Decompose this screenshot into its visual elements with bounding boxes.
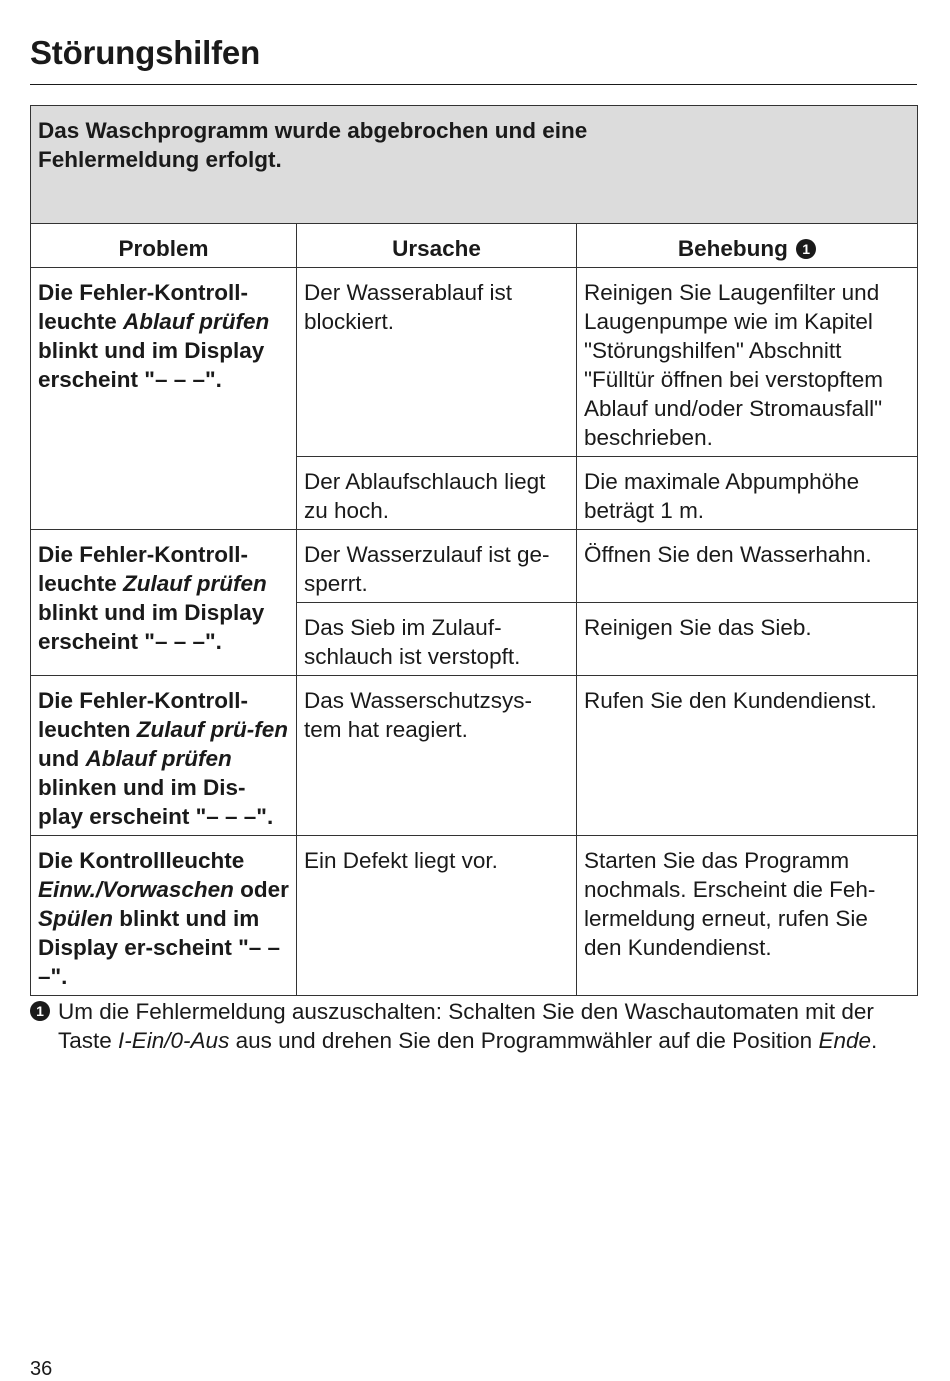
- problem-text: blinkt und im Display erscheint "– – –".: [38, 338, 265, 392]
- problem-text: blinkt und im Display erscheint "– – –".: [38, 600, 265, 654]
- table-row: [31, 836, 918, 996]
- footnote-part: .: [871, 1028, 878, 1053]
- problem-cell: [31, 268, 297, 530]
- fix-cell: Rufen Sie den Kundendienst.: [577, 676, 918, 836]
- section-heading: [31, 106, 918, 224]
- cause-cell: Ein Defekt liegt vor.: [297, 836, 577, 996]
- section-heading-row: [31, 106, 918, 224]
- problem-text: Die Fehler-Kontroll-leuchten: [38, 688, 249, 742]
- problem-text: Die Kontrollleuchte: [38, 848, 245, 873]
- problem-indicator-name: Zulauf prüfen: [123, 571, 267, 596]
- column-header-row: [31, 224, 918, 268]
- header-behebung-label: Behebung: [677, 236, 788, 261]
- problem-cell: [31, 676, 297, 836]
- cause-cell: Das Sieb im Zulauf-schlauch ist verstopft.: [297, 603, 577, 676]
- table-row: [31, 530, 918, 603]
- footnote-position-name: Ende: [818, 1028, 871, 1053]
- fix-cell: Öffnen Sie den Wasserhahn.: [577, 530, 918, 603]
- header-behebung: [577, 224, 918, 268]
- footnote-part: aus und drehen Sie den Programmwähler auf die Position: [229, 1028, 819, 1053]
- cause-cell: Das Wasserschutzsys-tem hat reagiert.: [297, 676, 577, 836]
- footnote-marker-icon: 1: [30, 1001, 50, 1021]
- problem-cell: [31, 530, 297, 676]
- table-row: [31, 676, 918, 836]
- fix-cell: Die maximale Abpumphöhe beträgt 1 m.: [577, 457, 918, 530]
- fix-cell: Reinigen Sie Laugenfilter und Laugenpumpe wie im Kapitel "Störungshilfen" Abschnitt "Fülltür öffnen bei verstopftem Ablauf und/oder Stromausfall" beschrieben.: [577, 268, 918, 457]
- problem-text: blinkt und im Display er-scheint "– – –".: [38, 906, 281, 989]
- problem-indicator-name: Ablauf prüfen: [123, 309, 270, 334]
- problem-text: Die Fehler-Kontroll-leuchte: [38, 542, 249, 596]
- problem-cell: [31, 836, 297, 996]
- cause-cell: Der Ablaufschlauch liegt zu hoch.: [297, 457, 577, 530]
- fix-cell: Reinigen Sie das Sieb.: [577, 603, 918, 676]
- problem-indicator-name: Spülen: [38, 906, 114, 931]
- problem-text: Die Fehler-Kontroll-leuchte: [38, 280, 249, 334]
- footnote-marker-icon: 1: [796, 239, 816, 259]
- footnote-text: [58, 997, 920, 1055]
- table-row: [31, 268, 918, 457]
- problem-indicator-name: Zulauf prü-fen: [136, 717, 289, 742]
- header-ursache: Ursache: [297, 224, 577, 268]
- page-number: 36: [30, 1358, 53, 1380]
- title-divider: [30, 84, 917, 85]
- header-problem: Problem: [31, 224, 297, 268]
- problem-indicator-name: Einw./Vorwaschen: [38, 877, 234, 902]
- fix-cell: Starten Sie das Programm nochmals. Erscheint die Feh-lermeldung erneut, rufen Sie den Kundendienst.: [577, 836, 918, 996]
- footnote: [30, 997, 920, 1055]
- cause-cell: Der Wasserzulauf ist ge-sperrt.: [297, 530, 577, 603]
- problem-indicator-name: Ablauf prüfen: [85, 746, 232, 771]
- footnote-part: Um die Fehlermeldung auszuschalten: Schalten Sie den Waschautomaten mit der Taste: [58, 999, 874, 1053]
- page-title: Störungshilfen: [30, 34, 261, 71]
- section-heading-line2: Fehlermeldung erfolgt.: [38, 147, 282, 172]
- problem-text: blinken und im Dis-play erscheint "– – –".: [38, 775, 274, 829]
- section-heading-line1: Das Waschprogramm wurde abgebrochen und eine: [38, 118, 588, 143]
- problem-text: oder: [233, 877, 289, 902]
- fault-table: [30, 105, 918, 996]
- cause-cell: Der Wasserablauf ist blockiert.: [297, 268, 577, 457]
- footnote-key-name: I-Ein/0-Aus: [118, 1028, 230, 1053]
- problem-text: und: [38, 746, 86, 771]
